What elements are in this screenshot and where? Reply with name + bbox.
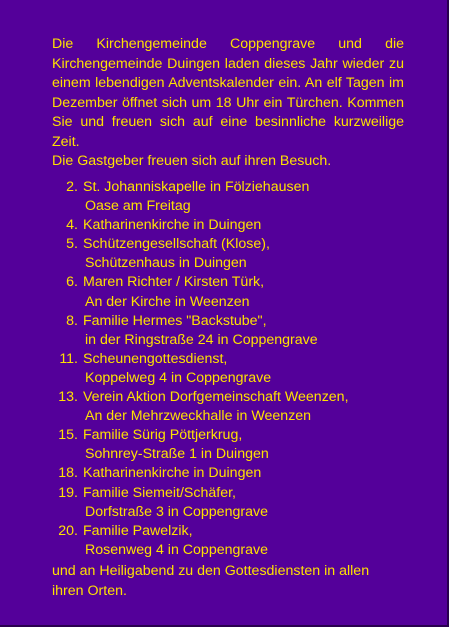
event-list — [50, 178, 410, 560]
event-item — [50, 178, 410, 216]
event-location: Dorfstraße 3 in Coppengrave — [85, 503, 268, 520]
event-number: 11. — [59, 350, 78, 367]
event-location: An der Mehrzweckhalle in Weenzen — [85, 408, 312, 425]
event-host: Maren Richter / Kirsten Türk, — [83, 274, 265, 291]
event-host: Katharinenkirche in Duingen — [83, 217, 262, 234]
event-number: 15. — [58, 427, 78, 444]
event-host: Familie Siemeit/Schäfer, — [83, 484, 236, 501]
event-item — [50, 312, 410, 350]
outro-text: und an Heiligabend zu den Gottesdiensten in allen ihren Orten. — [52, 563, 370, 599]
event-number: 4. — [66, 217, 78, 234]
event-location: in der Ringstraße 24 in Coppengrave — [85, 331, 318, 348]
event-number: 5. — [66, 236, 78, 253]
event-item — [50, 522, 410, 560]
event-item — [50, 216, 410, 235]
event-number: 8. — [66, 312, 78, 329]
event-host: Scheunengottesdienst, — [83, 350, 228, 367]
event-item — [50, 273, 410, 311]
event-number: 19. — [58, 484, 78, 501]
event-location: An der Kirche in Weenzen — [85, 293, 250, 310]
event-item — [50, 464, 410, 483]
event-number: 2. — [66, 179, 78, 195]
event-host: St. Johanniskapelle in Fölziehausen — [83, 179, 310, 195]
intro-paragraph: Die Kirchengemeinde Coppengrave und die Kirchengemeinde Duingen laden dieses Jahr wieder zu einem lebendigen Adventskalender ein. An elf Tagen im Dezember öffnet sich um 18 Uhr ein Türchen. Kommen Sie und freuen sich auf eine besinnliche kurzweilige Zeit. — [52, 36, 404, 150]
event-number: 13. — [58, 389, 78, 406]
event-host: Katharinenkirche in Duingen — [83, 465, 262, 482]
event-host: Familie Hermes "Backstube", — [83, 312, 267, 329]
event-item — [50, 426, 410, 464]
event-host: Schützengesellschaft (Klose), — [83, 236, 270, 253]
event-number: 6. — [66, 274, 78, 291]
event-host: Familie Sürig Pöttjerkrug, — [83, 427, 243, 444]
event-host: Familie Pawelzik, — [83, 522, 193, 539]
event-item — [50, 484, 410, 522]
event-host: Verein Aktion Dorfgemeinschaft Weenzen, — [83, 389, 349, 406]
event-location: Oase am Freitag — [85, 198, 191, 215]
event-item — [50, 350, 410, 388]
event-location: Sohnrey-Straße 1 in Duingen — [85, 446, 269, 463]
event-location: Schützenhaus in Duingen — [85, 255, 247, 272]
event-item — [50, 235, 410, 273]
intro-text — [52, 35, 404, 172]
event-location: Rosenweg 4 in Coppengrave — [85, 541, 268, 558]
event-location: Koppelweg 4 in Coppengrave — [85, 369, 272, 386]
event-item — [50, 388, 410, 426]
event-number: 20. — [58, 522, 78, 539]
event-number: 18. — [58, 465, 78, 482]
intro-closing: Die Gastgeber freuen sich auf ihren Besuch. — [52, 153, 332, 169]
